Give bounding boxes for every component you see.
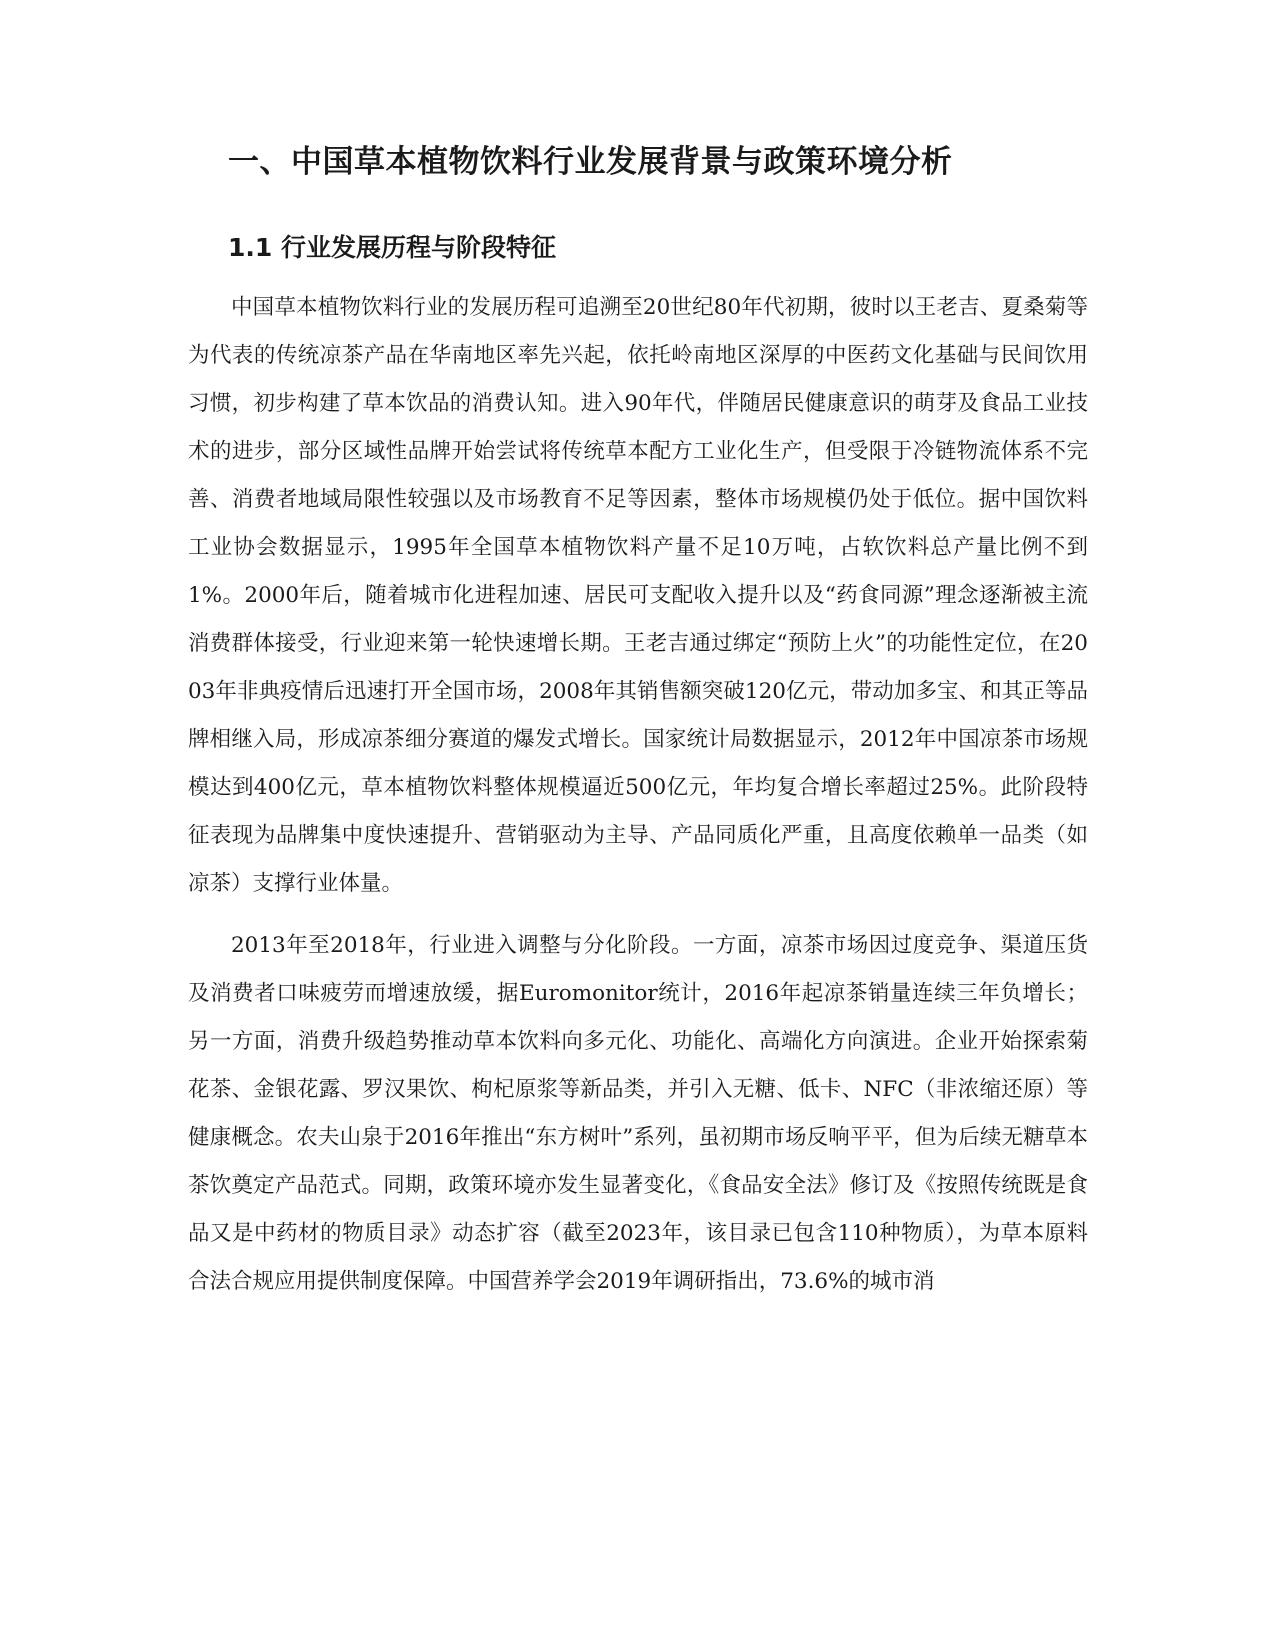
body-paragraph-2: 2013年至2018年，行业进入调整与分化阶段。一方面，凉茶市场因过度竞争、渠道压货及消费者口味疲劳而增速放缓，据Euromonitor统计，2016年起凉茶销量连续三年负增长；另一方面，消费升级趋势推动草本饮料向多元化、功能化、高端化方向演进。企业开始探索菊花茶、金银花露、罗汉果饮、枸杞原浆等新品类，并引入无糖、低卡、NFC（非浓缩还原）等健康概念。农夫山泉于2016年推出“东方树叶”系列，虽初期市场反响平平，但为后续无糖草本茶饮奠定产品范式。同期，政策环境亦发生显著变化，《食品安全法》修订及《按照传统既是食品又是中药材的物质目录》动态扩容（截至2023年，该目录已包含110种物质），为草本原料合法合规应用提供制度保障。中国营养学会2019年调研指出，73.6%的城市消: [188, 933, 1088, 1294]
subsection-heading: 1.1 行业发展历程与阶段特征: [228, 233, 556, 262]
body-paragraph-1: 中国草本植物饮料行业的发展历程可追溯至20世纪80年代初期，彼时以王老吉、夏桑菊等为代表的传统凉茶产品在华南地区率先兴起，依托岭南地区深厚的中医药文化基础与民间饮用习惯，初步构建了草本饮品的消费认知。进入90年代，伴随居民健康意识的萌芽及食品工业技术的进步，部分区域性品牌开始尝试将传统草本配方工业化生产，但受限于冷链物流体系不完善、消费者地域局限性较强以及市场教育不足等因素，整体市场规模仍处于低位。据中国饮料工业协会数据显示，1995年全国草本植物饮料产量不足10万吨，占软饮料总产量比例不到1%。2000年后，随着城市化进程加速、居民可支配收入提升以及“药食同源”理念逐渐被主流消费群体接受，行业迎来第一轮快速增长期。王老吉通过绑定“预防上火”的功能性定位，在2003年非典疫情后迅速打开全国市场，2008年其销售额突破120亿元，带动加多宝、和其正等品牌相继入局，形成凉茶细分赛道的爆发式增长。国家统计局数据显示，2012年中国凉茶市场规模达到400亿元，草本植物饮料整体规模逼近500亿元，年均复合增长率超过25%。此阶段特征表现为品牌集中度快速提升、营销驱动为主导、产品同质化严重，且高度依赖单一品类（如凉茶）支撑行业体量。: [188, 295, 1088, 896]
document-body: [188, 140, 1088, 1306]
section-heading: 一、中国草本植物饮料行业发展背景与政策环境分析: [228, 144, 953, 180]
